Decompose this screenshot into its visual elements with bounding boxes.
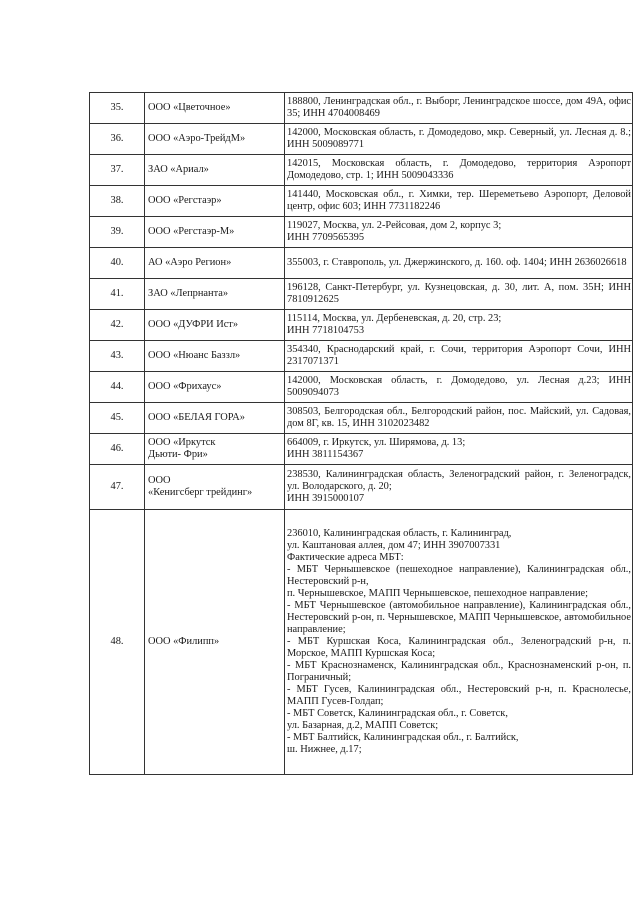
row-number: 37. xyxy=(90,155,145,186)
row-number: 43. xyxy=(90,341,145,372)
organization-name xyxy=(145,510,285,775)
table-row xyxy=(90,434,633,465)
table-row xyxy=(90,155,633,186)
organization-name-line: ООО «Филипп» xyxy=(148,636,220,647)
address-line: 354340, Краснодарский край, г. Сочи, территория Аэропорт Сочи, ИНН 2317071371 xyxy=(287,344,631,367)
address-line: ИНН 3915000107 xyxy=(287,493,365,504)
table-row xyxy=(90,186,633,217)
table-row xyxy=(90,93,633,124)
organization-name-line: ООО «Иркутск xyxy=(148,437,216,448)
organization-name xyxy=(145,279,285,310)
address-line: 141440, Московская обл., г. Химки, тер. Шереметьево Аэропорт, Деловой центр, офис 603; ИНН 7731182246 xyxy=(287,189,631,212)
organization-name xyxy=(145,124,285,155)
address-line: 196128, Санкт-Петербург, ул. Кузнецовская, д. 30, лит. А, пом. 35Н; ИНН 7810912625 xyxy=(287,282,631,305)
organization-name-line: ООО xyxy=(148,475,171,486)
address-line: 308503, Белгородская обл., Белгородский район, пос. Майский, ул. Садовая, дом 8Г, кв. 15, ИНН 3102023482 xyxy=(287,406,631,429)
organization-name xyxy=(145,434,285,465)
address-line: 188800, Ленинградская обл., г. Выборг, Ленинградское шоссе, дом 49А, офис 35; ИНН 4704008469 xyxy=(287,96,631,119)
address-line: 119027, Москва, ул. 2-Рейсовая, дом 2, корпус 3; xyxy=(287,220,502,231)
table-row xyxy=(90,465,633,510)
row-number: 35. xyxy=(90,93,145,124)
organization-name xyxy=(145,403,285,434)
address-line: - МБТ Куршская Коса, Калининградская обл., Зеленоградский р-н, п. Морское, МАПП Куршская Коса; xyxy=(287,636,631,659)
organization-name xyxy=(145,217,285,248)
address-line: 238530, Калининградская область, Зеленоградский район, г. Зеленоградск, ул. Володарского, д. 20; xyxy=(287,469,631,492)
organization-name xyxy=(145,465,285,510)
organization-name-line: АО «Аэро Регион» xyxy=(148,257,232,268)
organization-address xyxy=(285,341,633,372)
row-number: 44. xyxy=(90,372,145,403)
table-row xyxy=(90,248,633,279)
organization-name xyxy=(145,341,285,372)
table-row xyxy=(90,279,633,310)
address-line: 115114, Москва, ул. Дербеневская, д. 20, стр. 23; xyxy=(287,313,502,324)
address-line: ул. Каштановая аллея, дом 47; ИНН 3907007331 xyxy=(287,540,501,551)
organization-name-line: ООО «Регстаэр-М» xyxy=(148,226,235,237)
organization-name-line: ООО «Цветочное» xyxy=(148,102,231,113)
organization-name-line: ООО «БЕЛАЯ ГОРА» xyxy=(148,412,245,423)
address-line: - МБТ Чернышевское (пешеходное направление), Калининградская обл., Нестеровский р-н, xyxy=(287,564,631,587)
organization-name-line: ЗАО «Ариал» xyxy=(148,164,209,175)
organization-address xyxy=(285,279,633,310)
address-line: ИНН 7709565395 xyxy=(287,232,365,243)
organization-name xyxy=(145,93,285,124)
organization-address xyxy=(285,93,633,124)
organization-address xyxy=(285,465,633,510)
organization-address xyxy=(285,217,633,248)
table-row xyxy=(90,341,633,372)
organizations-table xyxy=(89,92,633,775)
row-number: 39. xyxy=(90,217,145,248)
row-number: 47. xyxy=(90,465,145,510)
row-number: 42. xyxy=(90,310,145,341)
row-number: 48. xyxy=(90,510,145,775)
row-number: 36. xyxy=(90,124,145,155)
address-line: 142000, Московская область, г. Домодедово, ул. Лесная д.23; ИНН 5009094073 xyxy=(287,375,631,398)
table-row xyxy=(90,124,633,155)
address-line: - МБТ Балтийск, Калининградская обл., г. Балтийск, xyxy=(287,732,519,743)
organization-address xyxy=(285,248,633,279)
organization-address xyxy=(285,155,633,186)
table-row xyxy=(90,217,633,248)
row-number: 46. xyxy=(90,434,145,465)
organization-address xyxy=(285,372,633,403)
organization-address xyxy=(285,186,633,217)
table-row xyxy=(90,510,633,775)
address-line: 236010, Калининградская область, г. Калининград, xyxy=(287,528,512,539)
organization-name-line: ООО «Нюанс Баззл» xyxy=(148,350,241,361)
address-line: п. Чернышевское, МАПП Чернышевское, пешеходное направление; xyxy=(287,588,589,599)
address-line: ИНН 3811154367 xyxy=(287,449,364,460)
row-number: 41. xyxy=(90,279,145,310)
table-row xyxy=(90,372,633,403)
organization-address xyxy=(285,434,633,465)
organization-name-line: ООО «Регстаэр» xyxy=(148,195,222,206)
row-number: 45. xyxy=(90,403,145,434)
organization-name-line: «Кенигсберг трейдинг» xyxy=(148,487,253,498)
address-line: - МБТ Гусев, Калининградская обл., Нестеровский р-н, п. Краснолесье, МАПП Гусев-Голдап; xyxy=(287,684,631,707)
organization-address xyxy=(285,124,633,155)
table-row xyxy=(90,310,633,341)
organization-name xyxy=(145,155,285,186)
address-line: - МБТ Краснознаменск, Калининградская обл., Краснознаменский р-он, п. Пограничный; xyxy=(287,660,631,683)
address-line: ш. Нижнее, д.17; xyxy=(287,744,362,755)
address-line: Фактические адреса МБТ: xyxy=(287,552,404,563)
organization-name-line: ООО «ДУФРИ Ист» xyxy=(148,319,239,330)
organization-name-line: ООО «Фрихаус» xyxy=(148,381,222,392)
organization-address xyxy=(285,310,633,341)
address-line: ИНН 7718104753 xyxy=(287,325,365,336)
organization-address xyxy=(285,510,633,775)
row-number: 38. xyxy=(90,186,145,217)
organization-address xyxy=(285,403,633,434)
address-line: 142015, Московская область, г. Домодедово, территория Аэропорт Домодедово, стр. 1; ИНН 5009043336 xyxy=(287,158,631,181)
table-row xyxy=(90,403,633,434)
address-line: 142000, Московская область, г. Домодедово, мкр. Северный, ул. Лесная д. 8.; ИНН 5009089771 xyxy=(287,127,631,150)
row-number: 40. xyxy=(90,248,145,279)
organization-name-line: ООО «Аэро-ТрейдМ» xyxy=(148,133,246,144)
address-line: ул. Базарная, д.2, МАПП Советск; xyxy=(287,720,439,731)
organization-name-line: Дьюти- Фри» xyxy=(148,449,208,460)
organization-name-line: ЗАО «Лепрнанта» xyxy=(148,288,229,299)
organization-name xyxy=(145,372,285,403)
organization-name xyxy=(145,248,285,279)
organization-name xyxy=(145,186,285,217)
organization-name xyxy=(145,310,285,341)
address-line: 355003, г. Ставрополь, ул. Джержинского, д. 160. оф. 1404; ИНН 2636026618 xyxy=(287,257,627,268)
address-line: 664009, г. Иркутск, ул. Ширямова, д. 13; xyxy=(287,437,466,448)
table-body xyxy=(90,93,633,775)
address-line: - МБТ Чернышевское (автомобильное направление), Калининградская обл., Нестеровский р-он, п. Чернышевское, МАПП Чернышевское, автомобильное направление; xyxy=(287,600,631,635)
address-line: - МБТ Советск, Калининградская обл., г. Советск, xyxy=(287,708,508,719)
